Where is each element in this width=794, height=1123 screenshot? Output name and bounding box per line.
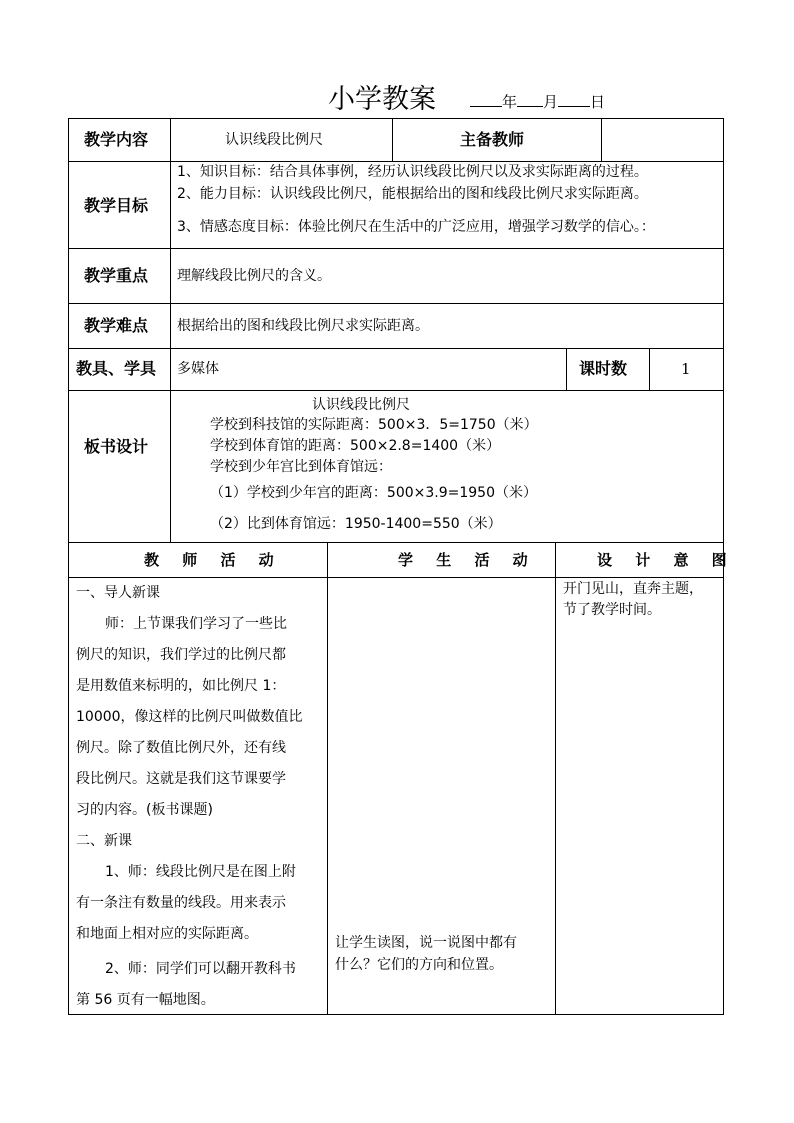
- teacher-line: 2、师：同学们可以翻开教科书: [105, 961, 296, 977]
- month-blank[interactable]: [517, 92, 543, 107]
- title-row: [0, 82, 794, 118]
- day-blank[interactable]: [558, 92, 590, 107]
- key-points-label: 教学重点: [84, 266, 149, 285]
- teacher-line: 有一条注有数量的线段。用来表示: [76, 895, 286, 911]
- teacher-activity-header: 教 师 活 动: [144, 551, 283, 569]
- board-label: 板书设计: [84, 437, 149, 456]
- board-line: 学校到体育馆的距离：500×2.8=1400（米）: [210, 438, 501, 454]
- objective-item: 2、能力目标：认识线段比例尺，能根据给出的图和线段比例尺求实际距离。: [177, 186, 648, 202]
- hours-label: 课时数: [579, 359, 628, 378]
- column-divider: [392, 118, 393, 161]
- tools-value: 多媒体: [177, 361, 219, 377]
- objective-item: 3、情感态度目标：体验比例尺在生活中的广泛应用，增强学习数学的信心。：: [177, 219, 655, 235]
- board-line: （2）比到体育馆远：1950-1400=550（米）: [210, 516, 502, 532]
- teacher-line: 二、新课: [76, 833, 132, 849]
- year-blank[interactable]: [470, 92, 502, 107]
- difficulties-value: 根据给出的图和线段比例尺求实际距离。: [177, 318, 429, 334]
- hours-value: 1: [681, 360, 691, 378]
- board-line: （1）学校到少年宫的距离：500×3.9=1950（米）: [210, 485, 537, 501]
- teacher-line: 师：上节课我们学习了一些比: [105, 616, 287, 632]
- student-line: 什么？它们的方向和位置。: [335, 957, 503, 973]
- row-divider: [68, 390, 724, 391]
- row-divider: [68, 542, 724, 543]
- teacher-line: 10000，像这样的比例尺叫做数值比: [76, 709, 303, 725]
- page-title: 小学教案: [328, 84, 436, 115]
- teacher-label: 主备教师: [460, 130, 525, 149]
- board-line: 认识线段比例尺: [312, 397, 410, 413]
- design-intent-header: 设 计 意 图: [597, 551, 736, 569]
- objectives-label: 教学目标: [84, 196, 149, 215]
- teacher-line: 是用数值来标明的，如比例尺 1：: [76, 678, 286, 694]
- design-line: 节了教学时间。: [563, 602, 661, 618]
- design-line: 开门见山，直奔主题，: [563, 581, 703, 597]
- difficulties-label: 教学难点: [84, 316, 149, 335]
- teacher-line: 例尺。除了数值比例尺外，还有线: [76, 740, 286, 756]
- teacher-line: 第 56 页有一幅地图。: [76, 992, 215, 1008]
- student-line: 让学生读图，说一说图中都有: [335, 935, 517, 951]
- student-activity-header: 学 生 活 动: [398, 551, 537, 569]
- teacher-line: 1、师：线段比例尺是在图上附: [105, 864, 296, 880]
- label-column-divider: [170, 118, 171, 542]
- column-divider: [327, 542, 328, 1015]
- teacher-line: 一、导人新课: [76, 585, 160, 601]
- column-divider: [555, 542, 556, 1015]
- teacher-line: 例尺的知识，我们学过的比例尺都: [76, 647, 286, 663]
- column-divider: [649, 348, 650, 390]
- row-divider: [68, 577, 724, 578]
- column-divider: [566, 348, 567, 390]
- date-line: [470, 92, 605, 112]
- objective-item: 1、知识目标：结合具体事例，经历认识线段比例尺以及求实际距离的过程。: [177, 164, 648, 180]
- row-divider: [68, 248, 724, 249]
- key-points-value: 理解线段比例尺的含义。: [177, 268, 331, 284]
- month-label: 月: [543, 93, 559, 111]
- tools-label: 教具、学具: [76, 359, 157, 378]
- row-divider: [68, 161, 724, 162]
- year-label: 年: [502, 93, 518, 111]
- teacher-line: 段比例尺。这就是我们这节课要学: [76, 771, 286, 787]
- content-value: 认识线段比例尺: [225, 132, 323, 148]
- board-line: 学校到科技馆的实际距离：500×3．5=1750（米）: [210, 417, 538, 433]
- row-divider: [68, 303, 724, 304]
- column-divider: [601, 118, 602, 161]
- teacher-line: 和地面上相对应的实际距离。: [76, 926, 258, 942]
- day-label: 日: [590, 93, 606, 111]
- board-line: 学校到少年宫比到体育馆远：: [210, 459, 392, 475]
- teacher-line: 习的内容。(板书课题): [76, 802, 213, 818]
- row-divider: [68, 348, 724, 349]
- content-label: 教学内容: [84, 130, 149, 149]
